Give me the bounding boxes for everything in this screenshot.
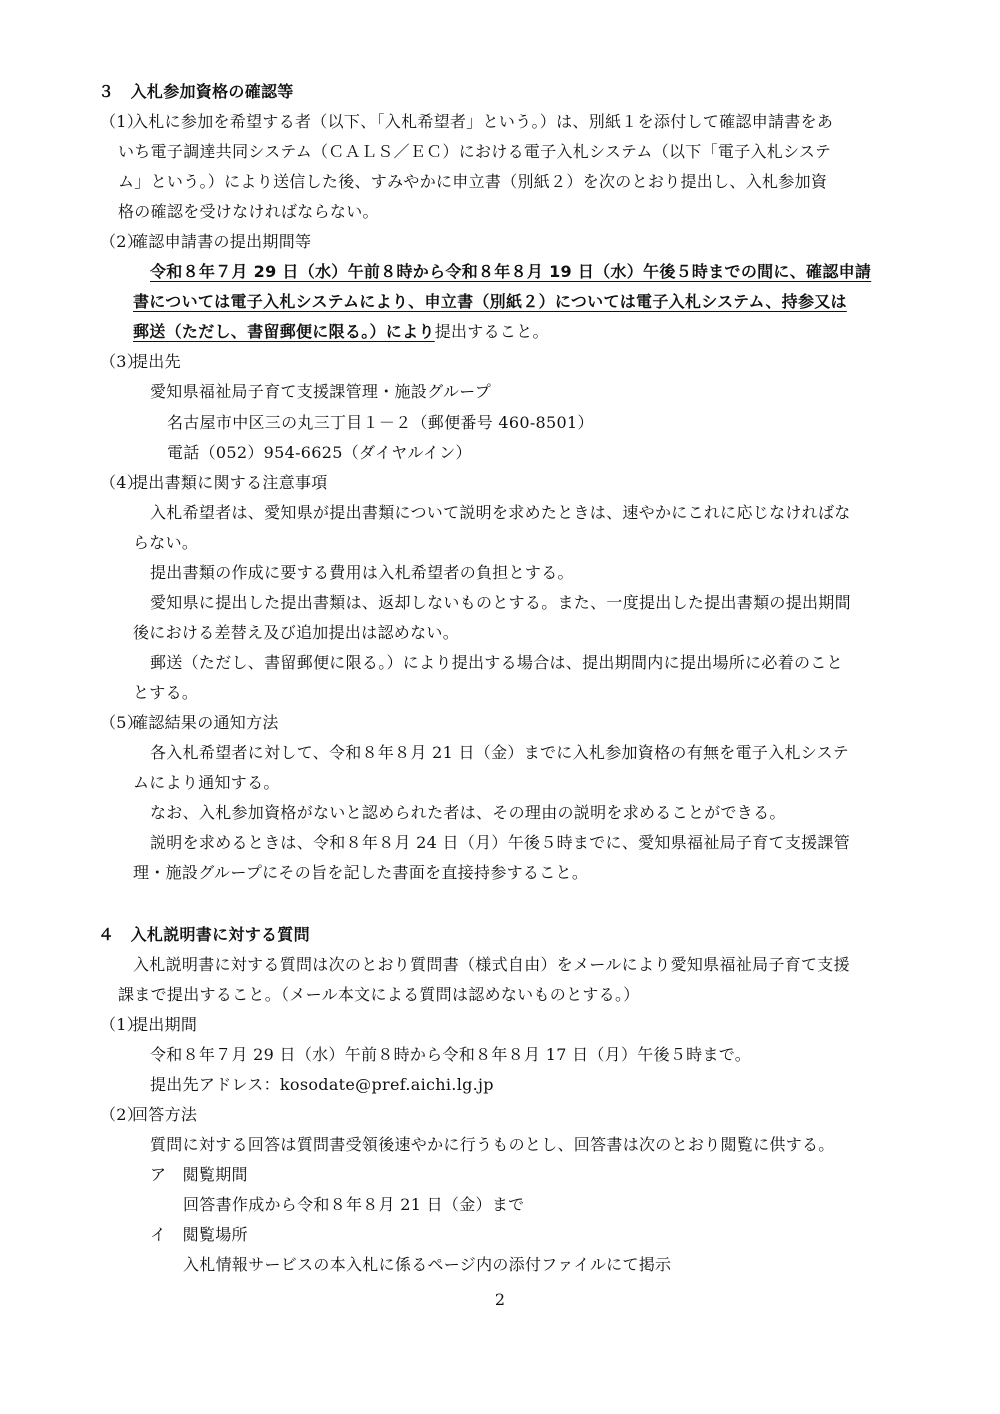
item-number: （1）	[100, 1015, 144, 1034]
item-number: （2）	[100, 1105, 144, 1124]
answer-method-text: 質問に対する回答は質問書受領後速やかに行うものとし、回答書は次のとおり閲覧に供する。	[150, 1135, 835, 1154]
question-email: 提出先アドレス：kosodate@pref.aichi.lg.jp	[150, 1075, 494, 1094]
section-3-heading: ３ 入札参加資格の確認等	[98, 82, 294, 101]
result-a-line-1: 各入札希望者に対して、令和８年８月 21 日（金）までに入札参加資格の有無を電子入札システ	[150, 743, 849, 762]
submission-organization: 愛知県福祉局子育て支援課管理・施設グループ	[150, 382, 492, 401]
notice-c-line-1: 愛知県に提出した提出書類は、返却しないものとする。また、一度提出した提出書類の提出期間	[150, 593, 851, 612]
deadline-line-3	[133, 322, 549, 342]
viewing-period-text: 回答書作成から令和８年８月 21 日（金）まで	[183, 1195, 525, 1214]
item-number: （1）	[100, 112, 144, 131]
item-heading: 提出書類に関する注意事項	[132, 473, 328, 492]
viewing-place-text: 入札情報サービスの本入札に係るページ内の添付ファイルにて掲示	[183, 1255, 672, 1274]
item-3-1-line-1	[100, 112, 833, 132]
notice-c-line-2: 後における差替え及び追加提出は認めない。	[133, 623, 460, 642]
result-c-line-1: 説明を求めるときは、令和８年８月 24 日（月）午後５時までに、愛知県福祉局子育て支援課管	[150, 833, 851, 852]
item-3-1-line-2: いち電子調達共同システム（ＣＡＬＳ／ＥＣ）における電子入札システム（以下「電子入札システ	[118, 142, 832, 161]
viewing-place-label: イ 閲覧場所	[150, 1225, 248, 1244]
submission-address: 名古屋市中区三の丸三丁目１－２（郵便番号 460-8501）	[167, 413, 594, 432]
section-4-intro-line-1: 入札説明書に対する質問は次のとおり質問書（様式自由）をメールにより愛知県福祉局子育て支援	[133, 955, 850, 974]
deadline-plain-tail: 提出すること。	[434, 322, 549, 341]
item-3-5-heading	[100, 713, 279, 733]
submission-phone: 電話（052）954-6625（ダイヤルイン）	[167, 443, 472, 462]
result-b-line-1: なお、入札参加資格がないと認められた者は、その理由の説明を求めることができる。	[150, 803, 786, 822]
section-4-heading: ４ 入札説明書に対する質問	[98, 925, 310, 944]
item-3-3-heading	[100, 352, 181, 372]
item-4-2-heading	[100, 1105, 197, 1125]
item-heading: 提出先	[132, 352, 181, 371]
deadline-bold-line-1: 令和８年７月 29 日（水）午前８時から令和８年８月 19 日（水）午後５時までの間に、確認申請	[150, 262, 872, 281]
item-heading: 回答方法	[132, 1105, 198, 1124]
section-4-intro-line-2: 課まで提出すること。（メール本文による質問は認めないものとする。）	[118, 985, 640, 1004]
notice-d-line-2: とする。	[133, 683, 199, 702]
item-number: （2）	[100, 232, 144, 251]
notice-a-line-1: 入札希望者は、愛知県が提出書類について説明を求めたときは、速やかにこれに応じなければな	[150, 503, 851, 522]
notice-b-line-1: 提出書類の作成に要する費用は入札希望者の負担とする。	[150, 563, 574, 582]
item-heading: 提出期間	[132, 1015, 198, 1034]
deadline-bold-tail: 郵送（ただし、書留郵便に限る。）により	[133, 322, 435, 341]
item-4-1-heading	[100, 1015, 197, 1035]
notice-d-line-1: 郵送（ただし、書留郵便に限る。）により提出する場合は、提出期間内に提出場所に必着のこと	[150, 653, 843, 672]
item-number: （4）	[100, 473, 144, 492]
item-number: （5）	[100, 713, 144, 732]
viewing-period-label: ア 閲覧期間	[150, 1165, 248, 1184]
item-3-2-heading	[100, 232, 311, 252]
item-heading: 確認申請書の提出期間等	[132, 232, 312, 251]
question-period: 令和８年７月 29 日（水）午前８時から令和８年８月 17 日（月）午後５時まで。	[150, 1045, 752, 1064]
result-c-line-2: 理・施設グループにその旨を記した書面を直接持参すること。	[133, 863, 589, 882]
item-3-1-line-3: ム」という。）により送信した後、すみやかに申立書（別紙２）を次のとおり提出し、入札参加資	[118, 172, 828, 191]
deadline-bold-line-2: 書については電子入札システムにより、申立書（別紙２）については電子入札システム、持参又は	[133, 292, 847, 311]
item-number: （3）	[100, 352, 144, 371]
item-heading: 確認結果の通知方法	[132, 713, 279, 732]
item-3-4-heading	[100, 473, 328, 493]
item-3-1-line-4: 格の確認を受けなければならない。	[118, 202, 379, 221]
page-number: 2	[494, 1290, 506, 1309]
notice-a-line-2: らない。	[133, 533, 199, 552]
result-a-line-2: ムにより通知する。	[133, 773, 280, 792]
paragraph-text: 入札に参加を希望する者（以下、「入札希望者」という。）は、別紙１を添付して確認申請書をあ	[132, 112, 834, 131]
